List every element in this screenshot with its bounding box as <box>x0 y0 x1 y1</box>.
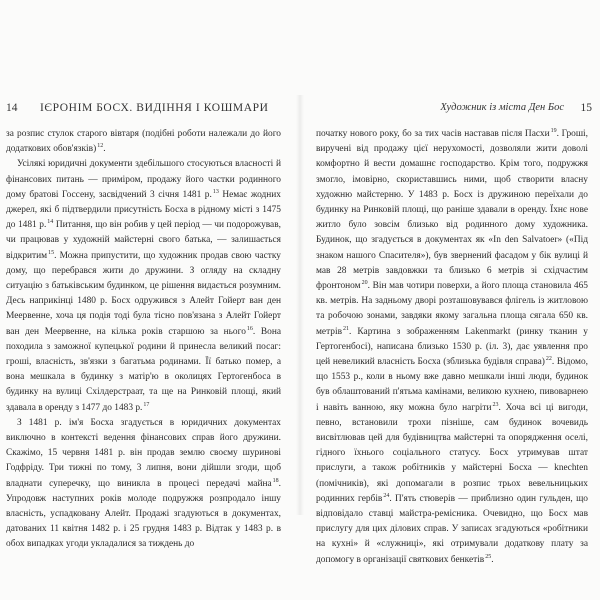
paragraph-text: початку нового року, бо за тих часів наставав після Пасхи <box>316 129 550 139</box>
footnote-ref: 16 <box>246 325 253 332</box>
paragraph-text: З 1481 р. ім'я Босха згадується в юридичних документах виключно в контексті ведення фінансових справ його дружини. Скажімо, 15 червня 1481 р. він продав землю своєму шуринові Годфріду. Три тижні по тому, 3 липня, вони дійшли згоди, щоб владнати суперечку, що виникла в процесі передачі майна <box>6 417 281 489</box>
left-page-number: 14 <box>6 102 18 114</box>
paragraph-text: . Відомо, що 1553 р., коли в ньому вже давно мешкали інші люди, будинок був облаштований п'ятьма камінами, великою кухнею, пивоварнею і навіть ванною, яку можна було нагріти <box>316 357 588 413</box>
right-running-title: Художник із міста Ден Бос <box>440 102 564 113</box>
footnote-ref: 13 <box>212 188 219 195</box>
paragraph-text: Немає жодних джерел, які б підтвердили присутність Босха в рідному місті з 1475 до 1481 р. <box>6 189 281 231</box>
right-page <box>300 0 600 600</box>
footnote-ref: 18 <box>272 477 279 484</box>
footnote-ref: 22 <box>545 355 552 362</box>
paragraph <box>6 157 281 415</box>
paragraph-text: Усілякі юридичні документи здебільшого стосуються власності й фінансових питань — приміром, продажу його частки родинного дому братові Госсену, засвідчений 3 січня 1481 р. <box>6 159 281 200</box>
footnote-ref: 24 <box>383 492 390 499</box>
footnote-ref: 12 <box>97 143 104 150</box>
footnote-ref: 17 <box>143 401 150 408</box>
paragraph-text: . <box>491 554 494 565</box>
footnote-ref: 19 <box>550 127 557 134</box>
paragraph-text: . Упродовж наступних років молоде подружжя розпродало іншу власність, успадковану Алейт. Продажі згадуються в документах, датованих 11 квітня 1482 р. і 25 грудня 1483 р. Відтак у 1483 р. в обох випадках угоди укладалися за тиждень до <box>6 478 281 550</box>
footnote-ref: 15 <box>48 249 55 256</box>
paragraph-text: Питання, що він робив у цей період — чи подорожував, чи працював у художній майстерні свого батька, — залишається відкритим <box>6 220 281 261</box>
paragraph-text: . П'ять стюверів — приблизно один гульден, що відповідало ставці майстра-ремісника. Очевидно, що Босх мав прислугу для цих ділових справ. У записах згадуються «робітники на кухні» й «служниці», які отримували додаткову плату за допомогу в організації святкових бенкетів <box>316 493 588 565</box>
paragraph-text: . Картина з зображенням Lakenmarkt (ринку тканин у Гертогенбосі), написана близько 1530 р. (іл. 3), дає уявлення про цей невеликий власність Босха (зблизька будівля справа) <box>316 326 588 368</box>
paragraph <box>6 127 281 157</box>
paragraph-text: . <box>103 144 106 155</box>
paragraph-text: . Вона походила з заможної купецької родини й принесла великий посаг: гроші, власність, зв'язки з багатьма родинами. Її батько помер, а вона мешкала в будинку з матір'ю в околицях Гертогенбоса в будинку на вулиці Схілдерстраат, та ще на Ринковій площі, який здавала в оренду з 1477 до 1483 р. <box>6 326 282 413</box>
left-body-text <box>6 127 281 553</box>
footnote-ref: 14 <box>47 219 54 226</box>
footnote-ref: 20 <box>361 279 368 286</box>
footnote-ref: 25 <box>485 553 492 560</box>
footnote-ref: 21 <box>343 325 350 332</box>
footnote-ref: 23 <box>492 401 499 408</box>
right-page-number: 15 <box>580 102 592 114</box>
paragraph-text: . Він мав чотири поверхи, а його площа становила 465 кв. метрів. На задньому дворі розташовувався флігель із житловою та робочою зонами, завдяки якому загальна площа сягала 650 кв. метрів <box>316 281 588 337</box>
paragraph <box>316 127 588 568</box>
paragraph-text: . Можна припустити, що художник продав свою частку дому, що перебрався жити до дружини. З огляду на складну ситуацію з батьківським будинком, це рішення видається розумним. Десь наприкінці 1480 р. Босх одружився з Алейт Гойерт ван ден Меервенне, хоча ця подія тоді була тісно пов'язана з Алейт Гойерт ван ден Меервенне, на кілька років старшою за нього <box>6 250 281 337</box>
right-body-text <box>316 127 588 568</box>
paragraph-text: . Хоча всі ці вигоди, певно, встановили трохи пізніше, сам будинок вочевидь висвітлював цей для будівництва майстерні та опорядження оселі, гідного їхнього соціального статусу. Босх утримував штат прислуги, а також робітників у майстерні Босха — knechten (помічників), які допомагали в розпис трьох вевельницьких родинних гербів <box>316 402 588 504</box>
paragraph <box>6 416 281 553</box>
left-running-title: ІЄРОНІМ БОСХ. ВИДІННЯ І КОШМАРИ <box>40 102 269 114</box>
paragraph-text: за розпис стулок старого вівтаря (подібні роботи належали до його додаткових обов'язків) <box>6 129 281 155</box>
paragraph-text: . Гроші, виручені від продажу цієї нерухомості, дозволяли жити доволі комфортно й вести домашнє господарство. Крім того, подружжя змогло, імовірно, скориставшись ними, щоб створити власну художню майстерню. У 1483 р. Босх із дружиною переїхали до будинку на Ринковій площі, що раніше здавали в оренду. Їхнє нове житло було зовсім близько від родинного дому художника. Будинок, що згадується в документах як «In den Salvatoer» («Під знаком нашого Спасителя»), був звернений фасадом у бік вулиці й мав 28 метрів завдовжки та близько 6 метрів зі східчастим фронтоном <box>316 129 589 292</box>
